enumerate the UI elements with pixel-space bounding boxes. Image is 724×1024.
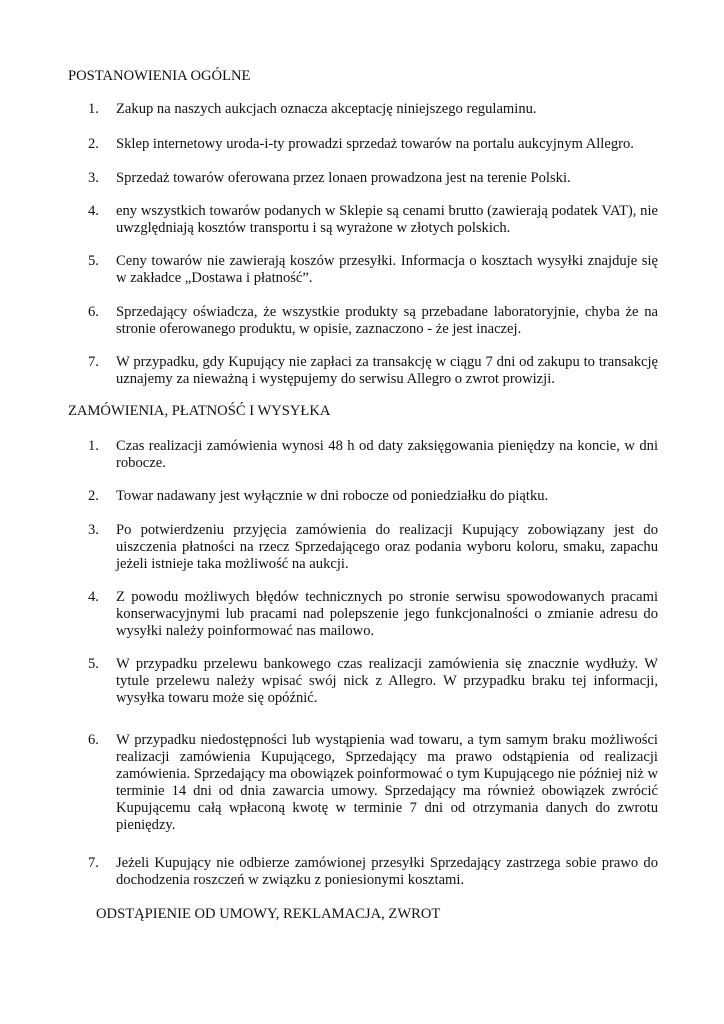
- item-text: Po potwierdzeniu przyjęcia zamówienia do realizacji Kupujący zobowiązany jest do uiszczenia płatności na rzecz Sprzedającego oraz podania wyboru koloru, smaku, zapachu jeżeli istnieje taka możliwość na aukcji.: [116, 522, 658, 572]
- item-number: 3.: [88, 522, 99, 538]
- item-number: 3.: [88, 170, 99, 186]
- list-item: [88, 170, 658, 187]
- list-item: [88, 136, 658, 153]
- item-number: 6.: [88, 304, 99, 320]
- item-text: W przypadku przelewu bankowego czas realizacji zamówienia się znacznie wydłuży. W tytule przelewu należy wpisać swój nick z Allegro. W przypadku braku tej informacji, wysyłka towaru może się opóźnić.: [116, 656, 658, 706]
- item-number: 2.: [88, 136, 99, 152]
- item-number: 1.: [88, 101, 99, 117]
- item-text: Sprzedający oświadcza, że wszystkie produkty są przebadane laboratoryjnie, chyba że na stronie oferowanego produktu, w opisie, zaznaczono - że jest inaczej.: [116, 304, 658, 337]
- item-text: Z powodu możliwych błędów technicznych po stronie serwisu spowodowanych pracami konserwacyjnymi lub pracami nad polepszenie jego funkcjonalności o zmianie adresu do wysyłki należy poinformować nas mailowo.: [116, 589, 658, 639]
- list-item: [88, 488, 658, 505]
- item-text: W przypadku niedostępności lub wystąpienia wad towaru, a tym samym braku możliwości realizacji zamówienia Kupującego, Sprzedający ma prawo odstąpienia od realizacji zamówienia. Sprzedający ma obowiązek poinformować o tym Kupującego nie później niż w terminie 14 dni od dnia zawarcia umowy. Sprzedający ma również obowiązek zwrócić Kupującemu całą wpłaconą kwotę w terminie 7 dni od otrzymania danych do zwrotu pieniędzy.: [116, 732, 658, 833]
- item-number: 5.: [88, 253, 99, 269]
- item-text: Jeżeli Kupujący nie odbierze zamówionej przesyłki Sprzedający zastrzega sobie prawo do dochodzenia roszczeń w związku z poniesionymi kosztami.: [116, 855, 658, 888]
- item-number: 5.: [88, 656, 99, 672]
- list-item: [88, 354, 658, 388]
- list-item: [88, 438, 658, 472]
- item-number: 4.: [88, 203, 99, 219]
- item-number: 7.: [88, 354, 99, 370]
- item-number: 2.: [88, 488, 99, 504]
- section-heading-withdrawal: ODSTĄPIENIE OD UMOWY, REKLAMACJA, ZWROT: [96, 906, 441, 922]
- list-item: [88, 304, 658, 338]
- item-text: Ceny towarów nie zawierają koszów przesyłki. Informacja o kosztach wysyłki znajduje się w zakładce „Dostawa i płatność”.: [116, 253, 658, 286]
- item-text: Zakup na naszych aukcjach oznacza akceptację niniejszego regulaminu.: [116, 101, 537, 117]
- list-item: [88, 101, 658, 118]
- item-text: Towar nadawany jest wyłącznie w dni robocze od poniedziałku do piątku.: [116, 488, 549, 504]
- item-text: eny wszystkich towarów podanych w Sklepie są cenami brutto (zawierają podatek VAT), nie uwzględniają kosztów transportu i są wyrażone w złotych polskich.: [116, 203, 658, 236]
- list-item: [88, 203, 658, 237]
- item-number: 7.: [88, 855, 99, 871]
- item-text: Czas realizacji zamówienia wynosi 48 h od daty zaksięgowania pieniędzy na koncie, w dni robocze.: [116, 438, 658, 471]
- item-number: 4.: [88, 589, 99, 605]
- list-item: [88, 855, 658, 889]
- item-text: Sprzedaż towarów oferowana przez lonaen prowadzona jest na terenie Polski.: [116, 170, 571, 186]
- list-item: [88, 253, 658, 287]
- item-text: W przypadku, gdy Kupujący nie zapłaci za transakcję w ciągu 7 dni od zakupu to transakcję uznajemy za nieważną i występujemy do serwisu Allegro o zwrot prowizji.: [116, 354, 658, 387]
- item-number: 6.: [88, 732, 99, 748]
- list-item: [88, 656, 658, 707]
- section-heading-general: POSTANOWIENIA OGÓLNE: [68, 68, 251, 84]
- item-number: 1.: [88, 438, 99, 454]
- item-text: Sklep internetowy uroda-i-ty prowadzi sprzedaż towarów na portalu aukcyjnym Allegro.: [116, 136, 634, 152]
- list-item: [88, 522, 658, 573]
- section-heading-orders: ZAMÓWIENIA, PŁATNOŚĆ I WYSYŁKA: [68, 403, 331, 419]
- list-item: [88, 589, 658, 640]
- list-item: [88, 732, 658, 834]
